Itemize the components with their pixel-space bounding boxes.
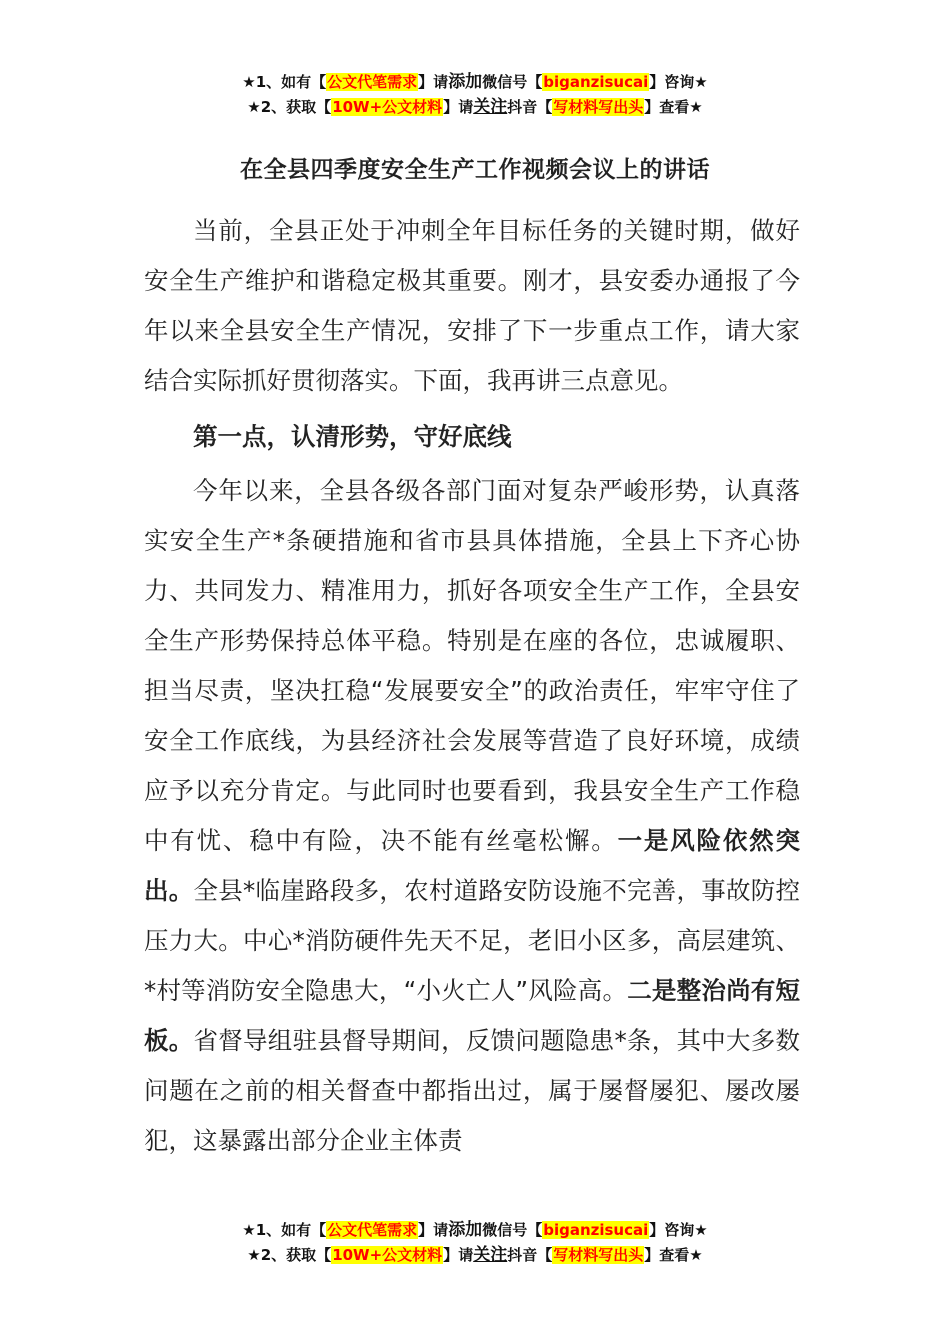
paragraph-intro: 当前，全县正处于冲刺全年目标任务的关键时期，做好安全生产维护和谐稳定极其重要。刚才，县安委办通报了今年以来全县安全生产情况，安排了下一步重点工作，请大家结合实际抓好贯彻落实。下面，我再讲三点意见。 xyxy=(144,216,800,395)
document-body xyxy=(144,206,800,1166)
highlight-wechat-id: biganzisucai xyxy=(543,73,649,91)
notice-line-1: ★1、如有【公文代笔需求】请添加微信号【biganzisucai】咨询★ xyxy=(242,1220,708,1240)
notice-line-2: ★2、获取【10W+公文材料】请关注抖音【写材料写出头】查看★ xyxy=(247,97,703,117)
section-heading-1: 第一点，认清形势，守好底线 xyxy=(193,422,512,451)
highlight-douyin-account: 写材料写出头 xyxy=(553,1246,644,1264)
notice-line-1: ★1、如有【公文代笔需求】请添加微信号【biganzisucai】咨询★ xyxy=(242,72,708,92)
highlight-wechat-id: biganzisucai xyxy=(543,1221,649,1239)
header-notice-banner xyxy=(0,70,950,120)
highlight-service: 公文代笔需求 xyxy=(327,1221,418,1239)
bold-point-1: 一是风险依然突出。 xyxy=(144,826,800,905)
highlight-douyin-account: 写材料写出头 xyxy=(553,98,644,116)
footer-notice-banner xyxy=(0,1218,950,1268)
notice-line-2: ★2、获取【10W+公文材料】请关注抖音【写材料写出头】查看★ xyxy=(247,1245,703,1265)
highlight-service: 公文代笔需求 xyxy=(327,73,418,91)
paragraph-situation: 今年以来，全县各级各部门面对复杂严峻形势，认真落实安全生产*条硬措施和省市县具体措施，全县上下齐心协力、共同发力、精准用力，抓好各项安全生产工作，全县安全生产形势保持总体平稳。特别是在座的各位，忠诚履职、担当尽责，坚决扛稳“发展要安全”的政治责任，牢牢守住了安全工作底线，为县经济社会发展等营造了良好环境，成绩应予以充分肯定。与此同时也要看到，我县安全生产工作稳中有忧、稳中有险，决不能有丝毫松懈。一是风险依然突出。全县*临崖路段多，农村道路安防设施不完善，事故防控压力大。中心*消防硬件先天不足，老旧小区多，高层建筑、*村等消防安全隐患大，“小火亡人”风险高。二是整治尚有短板。省督导组驻县督导期间，反馈问题隐患*条，其中大多数问题在之前的相关督查中都指出过，属于屡督屡犯、屡改屡犯，这暴露出部分企业主体责 xyxy=(144,476,801,1155)
document-title: 在全县四季度安全生产工作视频会议上的讲话 xyxy=(240,157,710,183)
highlight-materials: 10W+公文材料 xyxy=(332,98,443,116)
highlight-materials: 10W+公文材料 xyxy=(332,1246,443,1264)
bold-point-2: 二是整治尚有短板。 xyxy=(144,976,801,1055)
